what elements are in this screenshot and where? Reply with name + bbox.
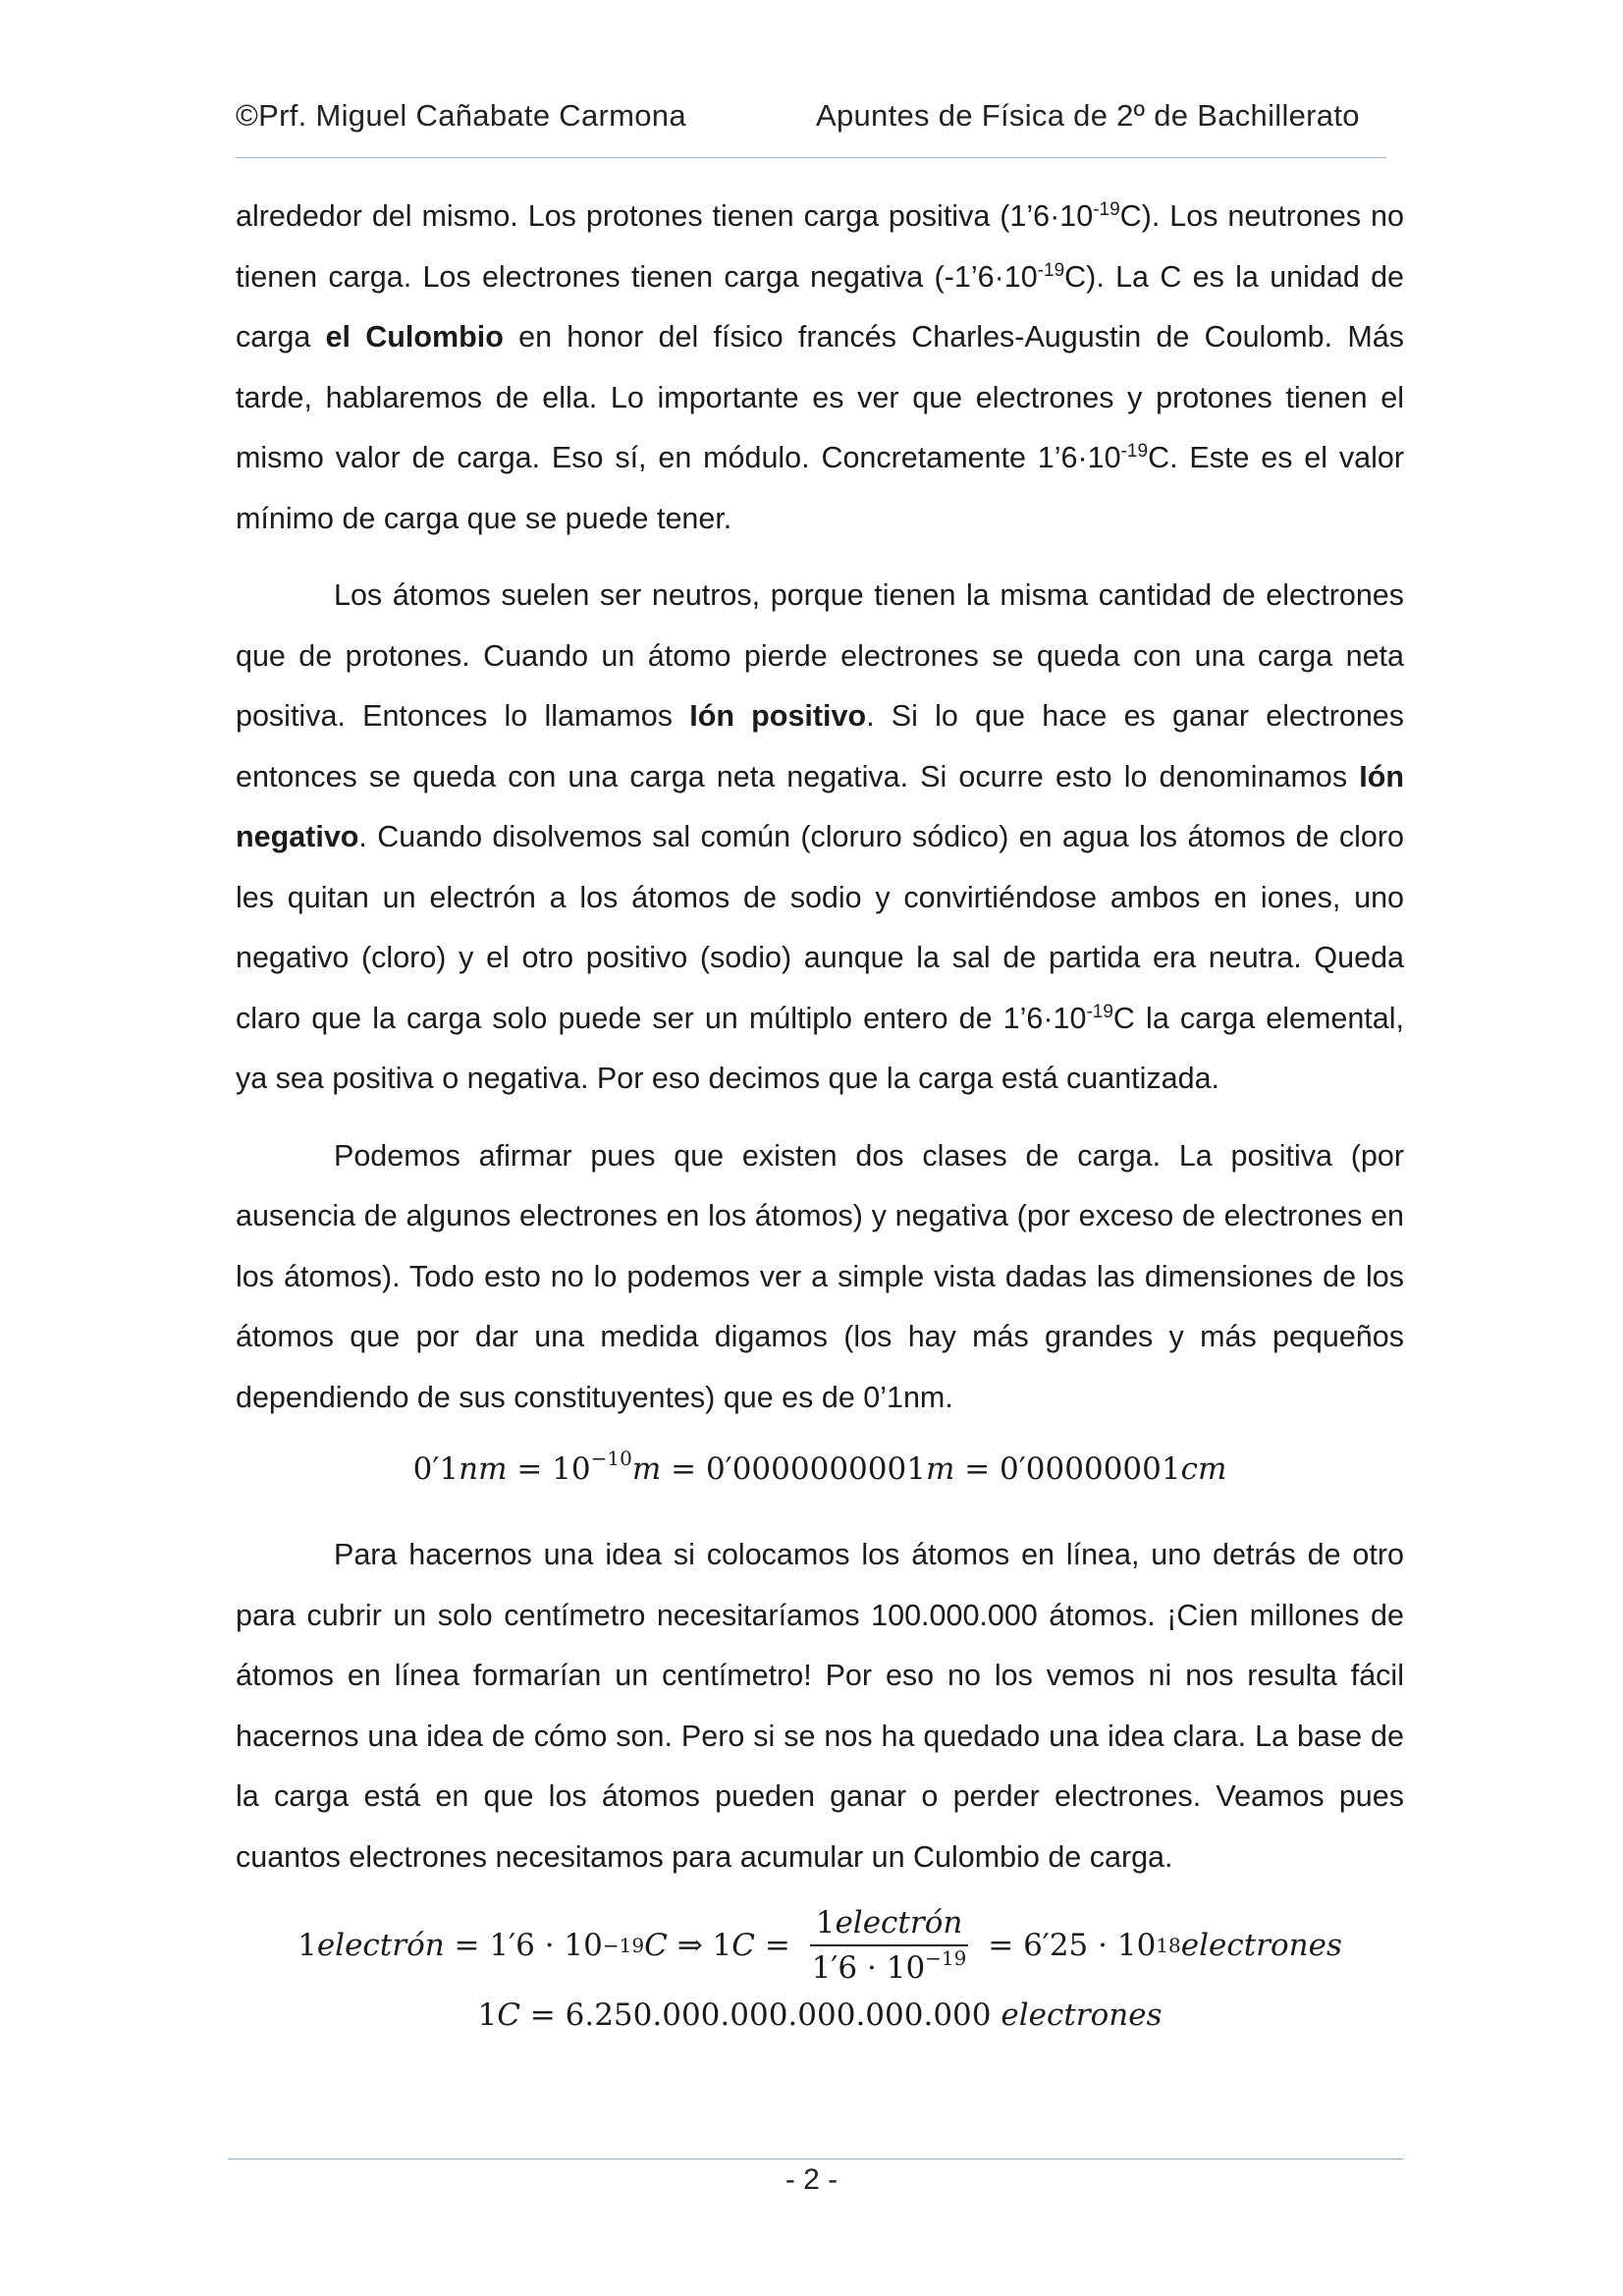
math-exponent: −19	[925, 1946, 967, 1970]
superscript: -19	[1120, 441, 1149, 462]
math-run: = 6.250.000.000.000.000.000	[519, 1997, 1001, 2033]
superscript: -19	[1086, 1001, 1113, 1022]
math-unit: m	[631, 1451, 662, 1487]
math-run: 1	[298, 1928, 317, 1963]
math-unit: electrón	[835, 1905, 963, 1941]
header-author: ©Prf. Miguel Cañabate Carmona	[236, 98, 686, 133]
math-run: 1	[815, 1905, 836, 1941]
document-body-continued	[236, 1525, 1404, 1887]
text-run: . Si lo que hace es ganar electrones entonces se queda con una carga neta negativa. Si ocurre esto lo denominamos	[236, 699, 1404, 793]
equation-nanometer	[236, 1447, 1404, 1487]
math-run: = 0′0000000001	[661, 1451, 926, 1487]
math-unit: electrón	[316, 1928, 445, 1963]
document-body	[236, 187, 1404, 1428]
page-header	[236, 98, 1384, 147]
math-exponent: −10	[590, 1447, 632, 1470]
math-run: 1	[477, 1997, 498, 2033]
header-course-title: Apuntes de Física de 2º de Bachillerato	[816, 98, 1360, 133]
fraction	[806, 1905, 973, 1986]
paragraph-atoms-in-line: Para hacernos una idea si colocamos los átomos en línea, uno detrás de otro para cubrir un solo centímetro necesitaríamos 100.000.000 átomos. ¡Cien millones de átomos en línea formarían un centímetro! Por eso no los vemos ni nos resulta fácil hacernos una idea de cómo son. Pero si se nos ha quedado una idea clara. La base de la carga está en que los átomos pueden ganar o perder electrones. Veamos pues cuantos electrones necesitamos para acumular un Culombio de carga.	[236, 1538, 1404, 1874]
text-run: C la carga elemental, ya sea positiva o negativa. Por eso decimos que la carga está cuantizada.	[236, 1001, 1404, 1095]
bold-term-ion-positivo: Ión positivo	[689, 699, 867, 733]
paragraph-charge-classes: Podemos afirmar pues que existen dos clases de carga. La positiva (por ausencia de algunos electrones en los átomos) y negativa (por exceso de electrones en los átomos). Todo esto no lo podemos ver a simple vista dadas las dimensiones de los átomos que por dar una medida digamos (los hay más grandes y más pequeños dependiendo de sus constituyentes) que es de 0’1nm.	[236, 1138, 1404, 1414]
text-run: Los átomos suelen ser neutros, porque tienen la misma cantidad de electrones que de protones. Cuando un átomo pierde electrones se queda con una carga neta positiva. Entonces lo llamamos	[236, 578, 1404, 733]
header-divider	[236, 157, 1386, 158]
math-unit: C	[497, 1997, 520, 2033]
bold-term-ion-negativo: Ión negativo	[236, 759, 1404, 853]
text-run: C). Los neutrones no tienen carga. Los electrones tienen carga negativa (-1’6·10	[236, 199, 1404, 294]
math-run: =	[754, 1928, 800, 1963]
paragraph-ions	[236, 566, 1404, 1110]
math-run: 1′6 · 10	[811, 1950, 926, 1986]
math-unit: electrones	[1001, 1997, 1163, 2033]
text-run: . Cuando disolvemos sal común (cloruro sódico) en agua los átomos de cloro les quitan un electrón a los átomos de sodio y convirtiéndose ambos en iones, uno negativo (cloro) y el otro positivo (sodio) aunque la sal de partida era neutra. Queda claro que la carga solo puede ser un múltiplo entero de 1’6·10	[236, 820, 1404, 1035]
text-run: alrededor del mismo. Los protones tienen carga positiva (1’6·10	[236, 199, 1094, 233]
superscript: -19	[1037, 259, 1065, 281]
math-run: = 1′6 · 10	[444, 1928, 603, 1963]
superscript: -19	[1093, 199, 1120, 220]
math-unit: C	[731, 1928, 755, 1963]
fraction-denominator	[806, 1946, 973, 1986]
math-unit: nm	[459, 1451, 508, 1487]
math-unit: m	[925, 1451, 955, 1487]
math-unit: C	[644, 1928, 668, 1963]
text-run: C. Este es el valor mínimo de carga que se puede tener.	[236, 441, 1404, 535]
math-unit: cm	[1180, 1451, 1227, 1487]
math-run: 0′1	[412, 1451, 460, 1487]
fraction-numerator	[810, 1905, 969, 1946]
paragraph-charge-of-particles	[236, 187, 1404, 549]
math-unit: electrones	[1180, 1928, 1342, 1963]
equation-electrons-per-coulomb: 1 electrón = 1′6 · 10 −19 C ⇒ 1 C = $\frac{\text{1electrón}}{1'6 \cdot 10^{-19}}$ = 6′25 · 10 18 electrones	[298, 1905, 1342, 1986]
bold-term-culombio: el Culombio	[325, 320, 504, 354]
page-number: - 2 -	[784, 2163, 839, 2196]
equation-coulomb-expanded	[236, 1997, 1404, 2033]
text-run: C). La C es la unidad de carga	[236, 259, 1405, 354]
math-run: ⇒ 1	[667, 1928, 732, 1963]
text-run: en honor del físico francés Charles-Augustin de Coulomb. Más tarde, hablaremos de ella. Lo importante es ver que electrones y protones tienen el mismo valor de carga. Eso sí, en módulo. Concretamente 1’6·10	[236, 320, 1404, 474]
math-run: = 6′25 · 10	[978, 1928, 1157, 1963]
math-run: = 10	[507, 1451, 591, 1487]
math-run: = 0′00000001	[954, 1451, 1181, 1487]
